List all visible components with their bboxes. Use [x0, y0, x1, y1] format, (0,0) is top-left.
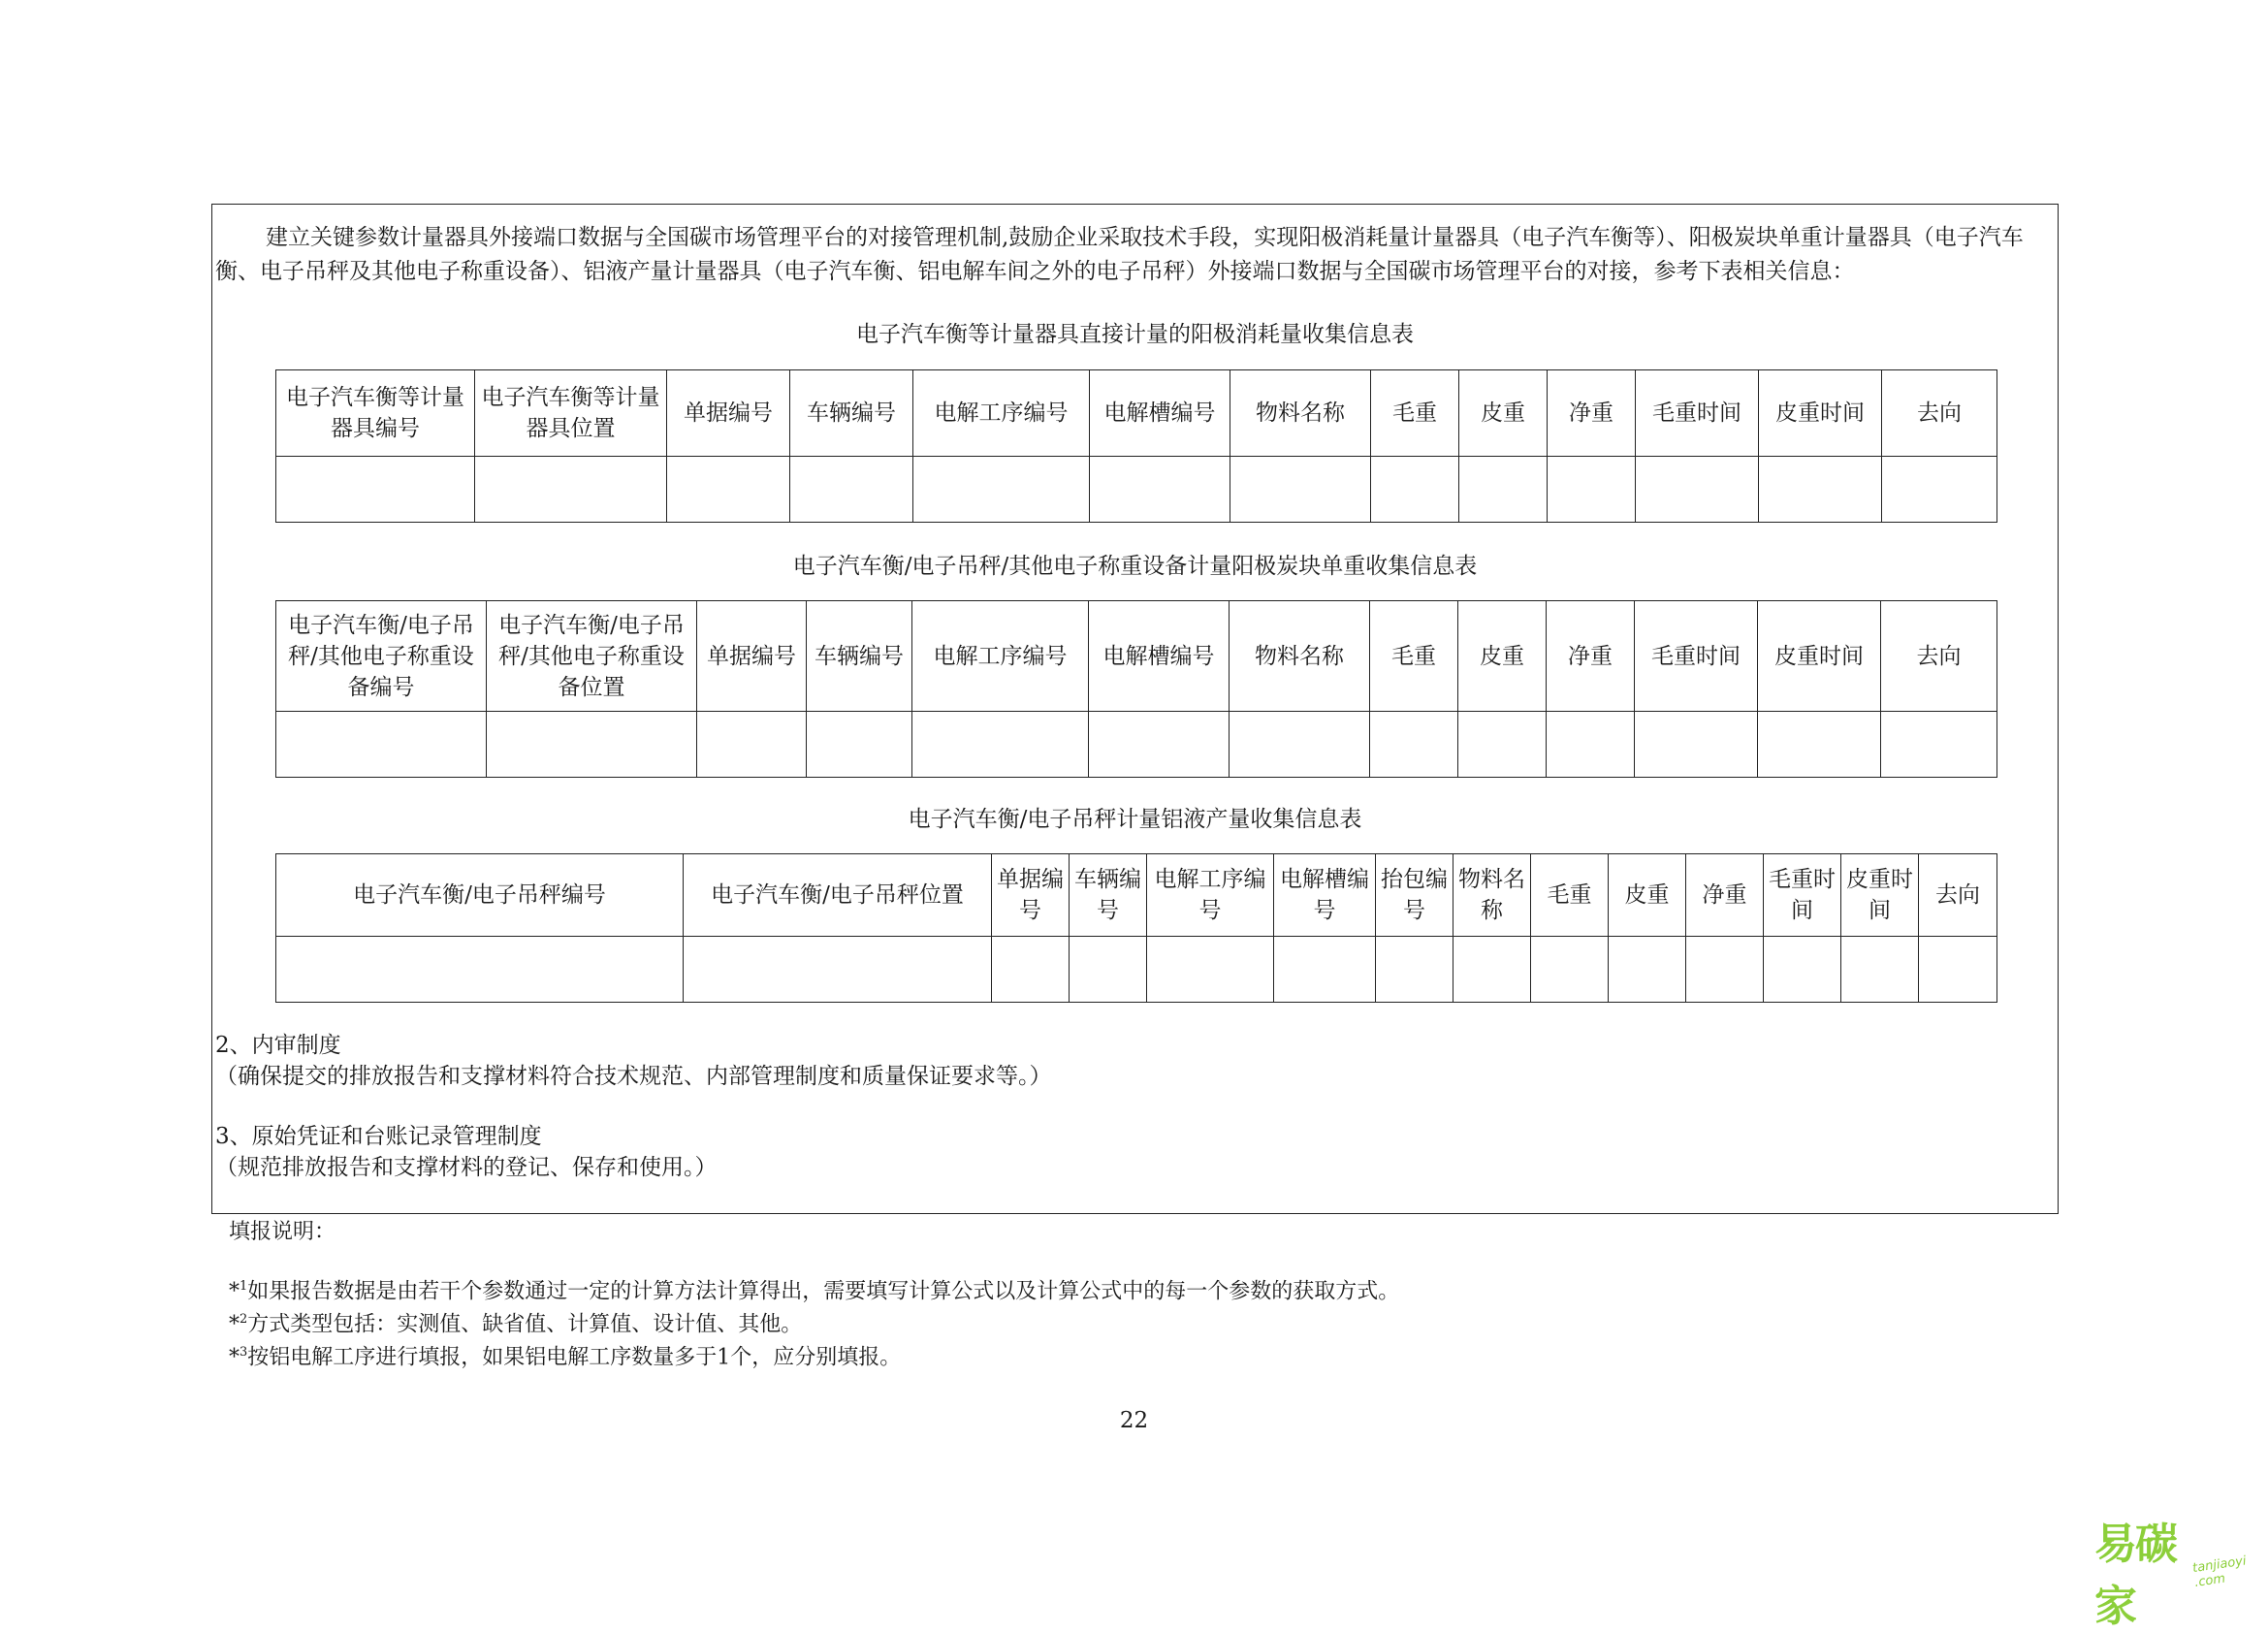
header-cell: 净重 [1547, 601, 1635, 712]
header-cell: 毛重 [1531, 854, 1609, 937]
header-cell: 皮重时间 [1759, 370, 1882, 457]
input-cell[interactable] [1371, 457, 1459, 523]
anode-consumption-table [275, 369, 1997, 523]
input-cell[interactable] [1147, 937, 1274, 1003]
header-cell: 电子汽车衡/电子吊秤位置 [684, 854, 992, 937]
header-cell: 净重 [1548, 370, 1636, 457]
input-cell[interactable] [487, 712, 697, 778]
table3-caption: 电子汽车衡/电子吊秤计量铝液产量收集信息表 [908, 807, 1362, 832]
input-cell[interactable] [1919, 937, 1997, 1003]
input-cell[interactable] [1230, 712, 1370, 778]
input-cell[interactable] [913, 457, 1090, 523]
header-cell: 车辆编号 [1070, 854, 1147, 937]
header-cell: 去向 [1919, 854, 1997, 937]
input-cell[interactable] [276, 457, 475, 523]
input-cell[interactable] [1274, 937, 1376, 1003]
input-cell[interactable] [1547, 712, 1635, 778]
input-cell[interactable] [1089, 712, 1230, 778]
input-cell[interactable] [992, 937, 1070, 1003]
input-cell[interactable] [1686, 937, 1764, 1003]
table2-caption: 电子汽车衡/电子吊秤/其他电子称重设备计量阳极炭块单重收集信息表 [792, 554, 1478, 579]
header-cell: 去向 [1881, 601, 1997, 712]
table-row [276, 937, 1997, 1003]
header-cell: 物料名称 [1230, 601, 1370, 712]
header-cell: 皮重 [1459, 370, 1548, 457]
input-cell[interactable] [1376, 937, 1453, 1003]
table-row [276, 712, 1997, 778]
note-item: *$^2$方式类型包括：实测值、缺省值、计算值、设计值、其他。 [229, 1312, 803, 1337]
header-cell: 车辆编号 [790, 370, 913, 457]
input-cell[interactable] [1070, 937, 1147, 1003]
header-cell: 电子汽车衡/电子吊秤/其他电子称重设备编号 [276, 601, 487, 712]
input-cell[interactable] [1882, 457, 1997, 523]
header-cell: 车辆编号 [807, 601, 912, 712]
header-cell: 电解槽编号 [1089, 601, 1230, 712]
input-cell[interactable] [1635, 712, 1758, 778]
input-cell[interactable] [912, 712, 1089, 778]
input-cell[interactable] [667, 457, 790, 523]
watermark-mark: 易碳家 [2094, 1520, 2176, 1631]
header-cell: 电解槽编号 [1090, 370, 1230, 457]
input-cell[interactable] [475, 457, 667, 523]
header-cell: 物料名称 [1453, 854, 1531, 937]
header-cell: 抬包编号 [1376, 854, 1453, 937]
section3-desc: （规范排放报告和支撑材料的登记、保存和使用。） [215, 1155, 718, 1180]
header-cell: 皮重时间 [1841, 854, 1919, 937]
header-cell: 毛重 [1370, 601, 1458, 712]
input-cell[interactable] [1881, 712, 1997, 778]
section2-desc: （确保提交的排放报告和支撑材料符合技术规范、内部管理制度和质量保证要求等。） [215, 1064, 1052, 1089]
input-cell[interactable] [1636, 457, 1759, 523]
header-cell: 电子汽车衡/电子吊秤/其他电子称重设备位置 [487, 601, 697, 712]
input-cell[interactable] [276, 937, 684, 1003]
input-cell[interactable] [1531, 937, 1609, 1003]
header-cell: 电子汽车衡等计量器具位置 [475, 370, 667, 457]
header-cell: 毛重 [1371, 370, 1459, 457]
header-cell: 毛重时间 [1764, 854, 1841, 937]
header-cell: 电解工序编号 [913, 370, 1090, 457]
input-cell[interactable] [1370, 712, 1458, 778]
header-cell: 皮重 [1609, 854, 1686, 937]
header-cell: 物料名称 [1230, 370, 1371, 457]
header-cell: 皮重时间 [1758, 601, 1881, 712]
header-cell: 单据编号 [697, 601, 807, 712]
input-cell[interactable] [1764, 937, 1841, 1003]
header-cell: 毛重时间 [1636, 370, 1759, 457]
header-cell: 去向 [1882, 370, 1997, 457]
watermark-domain: tanjiaoyi .com [2191, 1553, 2248, 1590]
header-cell: 电子汽车衡等计量器具编号 [276, 370, 475, 457]
header-cell: 电解工序编号 [912, 601, 1089, 712]
header-cell: 单据编号 [667, 370, 790, 457]
input-cell[interactable] [1759, 457, 1882, 523]
header-cell: 毛重时间 [1635, 601, 1758, 712]
notes-title: 填报说明： [229, 1220, 336, 1244]
header-cell: 电解工序编号 [1147, 854, 1274, 937]
section3-title: 3、原始凭证和台账记录管理制度 [215, 1124, 542, 1149]
header-cell: 净重 [1686, 854, 1764, 937]
header-cell: 电子汽车衡/电子吊秤编号 [276, 854, 684, 937]
table1-caption: 电子汽车衡等计量器具直接计量的阳极消耗量收集信息表 [856, 322, 1414, 347]
note-item: *$^1$如果报告数据是由若干个参数通过一定的计算方法计算得出，需要填写计算公式以及计算公式中的每一个参数的获取方式。 [229, 1279, 1400, 1304]
watermark-logo [2094, 1520, 2264, 1631]
anode-block-weight-table [275, 600, 1997, 778]
aluminum-output-table [275, 853, 1997, 1003]
header-cell: 皮重 [1458, 601, 1547, 712]
input-cell[interactable] [1758, 712, 1881, 778]
input-cell[interactable] [1458, 712, 1547, 778]
input-cell[interactable] [807, 712, 912, 778]
input-cell[interactable] [276, 712, 487, 778]
table-row [276, 457, 1997, 523]
input-cell[interactable] [697, 712, 807, 778]
input-cell[interactable] [1230, 457, 1371, 523]
page-number: 22 [1119, 1408, 1149, 1433]
input-cell[interactable] [684, 937, 992, 1003]
intro-paragraph: 建立关键参数计量器具外接端口数据与全国碳市场管理平台的对接管理机制,鼓励企业采取技术手段，实现阳极消耗量计量器具（电子汽车衡等）、阳极炭块单重计量器具（电子汽车衡、电子吊秤及其他电子称重设备）、铝液产量计量器具（电子汽车衡、铝电解车间之外的电子吊秤）外接端口数据与全国碳市场管理平台的对接，参考下表相关信息： [215, 225, 2024, 284]
header-cell: 单据编号 [992, 854, 1070, 937]
input-cell[interactable] [1548, 457, 1636, 523]
input-cell[interactable] [1090, 457, 1230, 523]
input-cell[interactable] [790, 457, 913, 523]
input-cell[interactable] [1609, 937, 1686, 1003]
input-cell[interactable] [1459, 457, 1548, 523]
input-cell[interactable] [1841, 937, 1919, 1003]
section2-title: 2、内审制度 [215, 1033, 341, 1058]
note-item: *$^3$按铝电解工序进行填报，如果铝电解工序数量多于1个，应分别填报。 [229, 1345, 902, 1370]
header-cell: 电解槽编号 [1274, 854, 1376, 937]
input-cell[interactable] [1453, 937, 1531, 1003]
